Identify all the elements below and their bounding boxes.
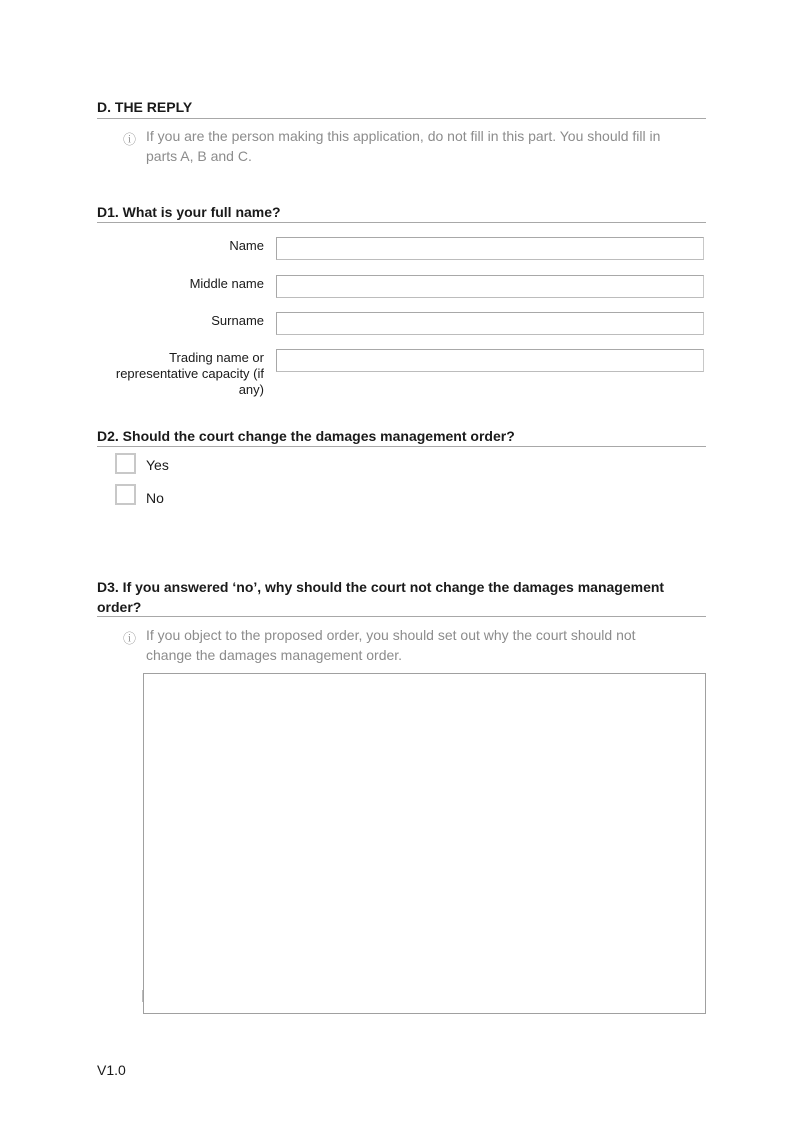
d1-title: D1. What is your full name?	[97, 204, 281, 220]
trading-name-label-line-1: Trading name or	[169, 350, 264, 365]
section-divider	[97, 118, 706, 119]
d3-info-line-1: If you object to the proposed order, you should set out why the court should not	[146, 627, 636, 643]
no-checkbox[interactable]	[115, 484, 136, 505]
d2-divider	[97, 446, 706, 447]
d3-title-line-2: order?	[97, 599, 142, 615]
info-icon: ⓘ	[123, 631, 137, 646]
name-input[interactable]	[276, 237, 704, 260]
d3-title-line-1: D3. If you answered ‘no’, why should the court not change the damages management	[97, 579, 665, 595]
d3-info-line-2: change the damages management order.	[146, 647, 403, 663]
section-info-line-1: If you are the person making this application, do not fill in this part. You should fill in	[146, 128, 661, 144]
surname-label: Surname	[211, 313, 264, 328]
trading-name-label	[116, 350, 264, 398]
section-info	[146, 126, 706, 166]
textarea-cursor-mark	[142, 990, 143, 1002]
info-icon: ⓘ	[123, 132, 137, 147]
trading-name-label-line-2: representative capacity (if	[115, 366, 264, 381]
yes-checkbox[interactable]	[115, 453, 136, 474]
d1-divider	[97, 222, 706, 223]
d3-answer-textarea[interactable]	[143, 673, 706, 1014]
middle-name-input[interactable]	[276, 275, 704, 298]
d3-divider	[97, 616, 706, 617]
version-label: V1.0	[97, 1062, 126, 1078]
section-title: D. THE REPLY	[97, 99, 193, 115]
name-label: Name	[229, 238, 264, 253]
d3-title	[97, 577, 664, 617]
surname-input[interactable]	[276, 312, 704, 335]
yes-label: Yes	[146, 457, 169, 473]
trading-name-input[interactable]	[276, 349, 704, 372]
no-label: No	[146, 490, 164, 506]
trading-name-label-line-3: any)	[238, 382, 264, 397]
middle-name-label: Middle name	[189, 276, 264, 291]
d2-title: D2. Should the court change the damages management order?	[97, 428, 515, 444]
d3-info	[146, 625, 706, 665]
section-info-line-2: parts A, B and C.	[146, 148, 252, 164]
